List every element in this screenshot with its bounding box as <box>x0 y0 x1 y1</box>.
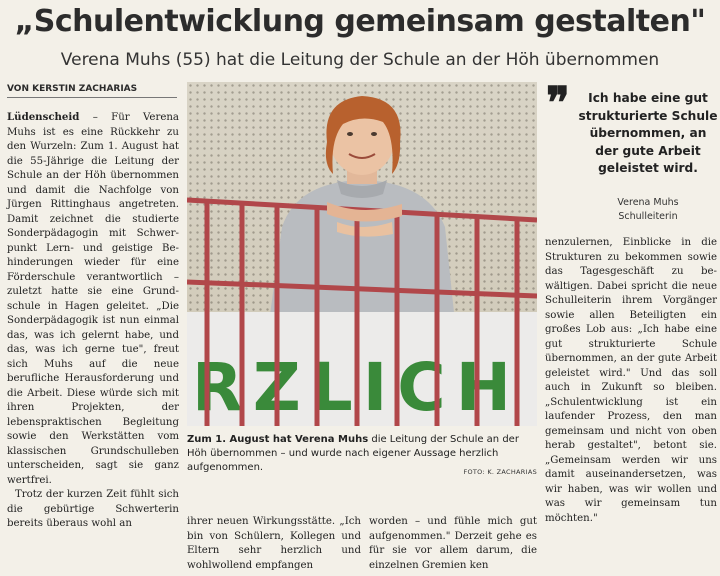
quote-author-role: Schulleiterin <box>618 211 678 222</box>
photo-credit: FOTO: K. ZACHARIAS <box>463 468 537 476</box>
caption-text: die Leitung der Schule an der Höh übernommen – und wurde nach eigener Aussage herzlich aufgenommen. <box>187 434 519 473</box>
paragraph-2: Trotz der kurzen Zeit fühlt sich die gebürtige Schwerterin bereits überaus wohl an <box>7 489 179 529</box>
caption-bold: Zum 1. August hat Verena Muhs <box>187 434 369 445</box>
article-column-3: worden – und fühle mich gut aufgenommen." Derzeit gehe es für sie vor allem darum, die einzelnen Gremien ken <box>369 516 537 571</box>
banner-text: RZLICH <box>192 349 521 426</box>
photo-illustration <box>187 82 537 426</box>
byline: VON KERSTIN ZACHARIAS <box>7 84 177 98</box>
dateline: Lüdenscheid <box>7 111 80 123</box>
quote-author-name: Verena Muhs <box>617 197 679 208</box>
paragraph-1 <box>7 110 179 488</box>
article-photo <box>187 82 537 426</box>
headline: „Schulentwicklung gemeinsam gestalten" <box>14 4 706 39</box>
person-body <box>269 180 455 322</box>
pull-quote: Ich habe eine gut strukturierte Schule übernommen, an der gute Arbeit geleistet wird. <box>578 91 718 175</box>
article-column-4: nenzulernen, Einblicke in die Strukturen zu bekommen sowie das Tagesgeschäft zu bewältigen. Dabei spricht die neue Schulleiterin ihrem Vorgänger sowie allen Beteiligten ein großes Lob aus: „Ich habe eine gut strukturierte Schule übernommen, an der gute Arbeit geleistet wird." Und das soll auch in Zukunft so bleiben. „Schulentwicklung ist ein laufender Prozess, den man gemeinsam und nicht von oben herab gestaltet", betont sie. „Gemeinsam werden wir uns damit auseinandersetzen, was wir haben, was wir wollen und was wir gemeinsam tun möchten." <box>545 237 717 524</box>
article-column-1 <box>7 110 179 532</box>
article-column-2: ihrer neuen Wirkungsstätte. „Ich bin von Schülern, Kollegen und Eltern sehr herzlich und wohlwollend empfangen <box>187 516 361 571</box>
quote-mark-icon: ❞ <box>546 78 570 129</box>
paragraph-1-text: – Für Verena Muhs ist es eine Rückkehr zu den Wurzeln: Zum 1. August hat die 55-Jährige die Leitung der Schule an der Höh übernommen und damit die Nachfolge von Jürgen Rittinghaus angetreten. Damit zeichnet die studierte Sonderpädagogin mit Schwerpunkt Lern- und geistige Behinderungen wieder für eine Förderschule verantwortlich – zuletzt hatte sie eine Grundschule in Hagen geleitet. „Die Sonderpädagogik ist nun einmal das, was ich gelernt habe, und das, was ich gerne tue", freut sich Muhs auf die neue berufliche Herausforderung und die Arbeit. Diese würde sich mit ihren Projekten, der lebenspraktischen Begleitung sowie den Werkstätten vom klassischen Grundschulleben unterscheiden, sagt sie ganz wertfrei. <box>7 112 179 486</box>
quote-author <box>578 196 718 224</box>
subheadline: Verena Muhs (55) hat die Leitung der Schule an der Höh übernommen <box>60 50 660 70</box>
